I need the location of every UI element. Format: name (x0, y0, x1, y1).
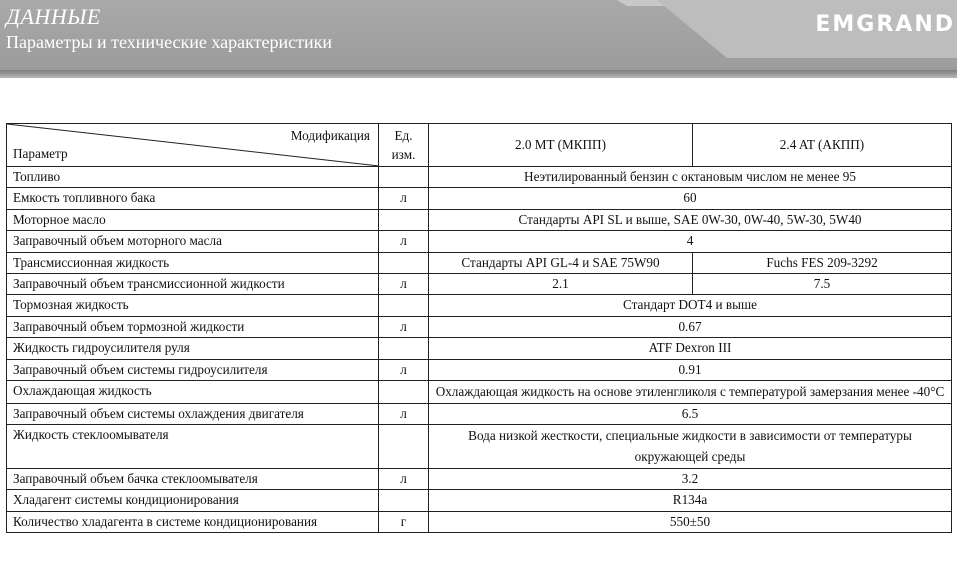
table-row (7, 338, 952, 359)
row-unit (379, 252, 429, 273)
row-param: Количество хладагента в системе кондиционирования (7, 511, 379, 532)
row-value: Охлаждающая жидкость на основе этиленгликоля с температурой замерзания менее -40°C (429, 381, 952, 404)
table-row (7, 295, 952, 316)
row-param: Трансмиссионная жидкость (7, 252, 379, 273)
table-row (7, 252, 952, 273)
row-unit: л (379, 468, 429, 489)
row-unit (379, 381, 429, 404)
row-value-mt: 2.1 (429, 274, 693, 295)
row-unit: л (379, 231, 429, 252)
row-value: Стандарты API SL и выше, SAE 0W-30, 0W-40, 5W-30, 5W40 (429, 209, 952, 230)
header-unit-line2: изм. (391, 147, 416, 162)
header-banner (0, 0, 957, 70)
row-param: Жидкость гидроусилителя руля (7, 338, 379, 359)
row-unit: л (379, 403, 429, 424)
header-unit-line1: Ед. (394, 128, 413, 143)
row-value: ATF Dexron III (429, 338, 952, 359)
table-header-row (7, 124, 952, 167)
row-param: Моторное масло (7, 209, 379, 230)
row-value: 0.67 (429, 316, 952, 337)
row-param: Заправочный объем трансмиссионной жидкости (7, 274, 379, 295)
brand-logo: EMGRAND (815, 12, 955, 37)
row-param: Охлаждающая жидкость (7, 381, 379, 404)
row-unit: г (379, 511, 429, 532)
row-unit (379, 209, 429, 230)
row-value: Стандарт DOT4 и выше (429, 295, 952, 316)
header-col-mt: 2.0 MT (МКПП) (429, 124, 693, 167)
row-unit (379, 490, 429, 511)
row-unit (379, 338, 429, 359)
page-title: ДАННЫЕ (6, 4, 101, 29)
row-unit: л (379, 188, 429, 209)
table-row (7, 511, 952, 532)
page-subtitle: Параметры и технические характеристики (6, 32, 333, 52)
row-value: Неэтилированный бензин с октановым числом не менее 95 (429, 167, 952, 188)
row-param: Емкость топливного бака (7, 188, 379, 209)
row-unit (379, 295, 429, 316)
row-value: 3.2 (429, 468, 952, 489)
row-param: Жидкость стеклоомывателя (7, 424, 379, 468)
table-row (7, 167, 952, 188)
row-param: Заправочный объем системы гидроусилителя (7, 359, 379, 380)
row-value: 0.91 (429, 359, 952, 380)
row-param: Заправочный объем тормозной жидкости (7, 316, 379, 337)
row-value-mt: Стандарты API GL-4 и SAE 75W90 (429, 252, 693, 273)
header-divider (0, 70, 957, 78)
row-value: Вода низкой жесткости, специальные жидкости в зависимости от температуры окружающей среды (429, 424, 952, 468)
header-unit-cell (379, 124, 429, 167)
row-param: Тормозная жидкость (7, 295, 379, 316)
table-row (7, 274, 952, 295)
table-row (7, 359, 952, 380)
row-value-at: Fuchs FES 209-3292 (693, 252, 952, 273)
header-parameter-label: Параметр (13, 145, 68, 161)
row-unit: л (379, 316, 429, 337)
header-col-at: 2.4 AT (АКПП) (693, 124, 952, 167)
row-value: 6.5 (429, 403, 952, 424)
row-unit (379, 424, 429, 468)
header-param-cell (7, 124, 379, 167)
table-row (7, 209, 952, 230)
row-param: Заправочный объем системы охлаждения двигателя (7, 403, 379, 424)
table-row (7, 403, 952, 424)
row-unit: л (379, 274, 429, 295)
row-param: Заправочный объем бачка стеклоомывателя (7, 468, 379, 489)
table-row (7, 468, 952, 489)
table-row (7, 231, 952, 252)
row-value: 550±50 (429, 511, 952, 532)
row-value: 4 (429, 231, 952, 252)
table-row (7, 381, 952, 404)
table-row (7, 490, 952, 511)
header-modification-label: Модификация (290, 128, 370, 143)
row-value: 60 (429, 188, 952, 209)
row-unit (379, 167, 429, 188)
specs-table (6, 123, 952, 533)
row-param: Хладагент системы кондиционирования (7, 490, 379, 511)
table-row (7, 424, 952, 468)
row-param: Заправочный объем моторного масла (7, 231, 379, 252)
row-param: Топливо (7, 167, 379, 188)
row-value: R134a (429, 490, 952, 511)
row-unit: л (379, 359, 429, 380)
row-value-at: 7.5 (693, 274, 952, 295)
table-row (7, 316, 952, 337)
table-row (7, 188, 952, 209)
